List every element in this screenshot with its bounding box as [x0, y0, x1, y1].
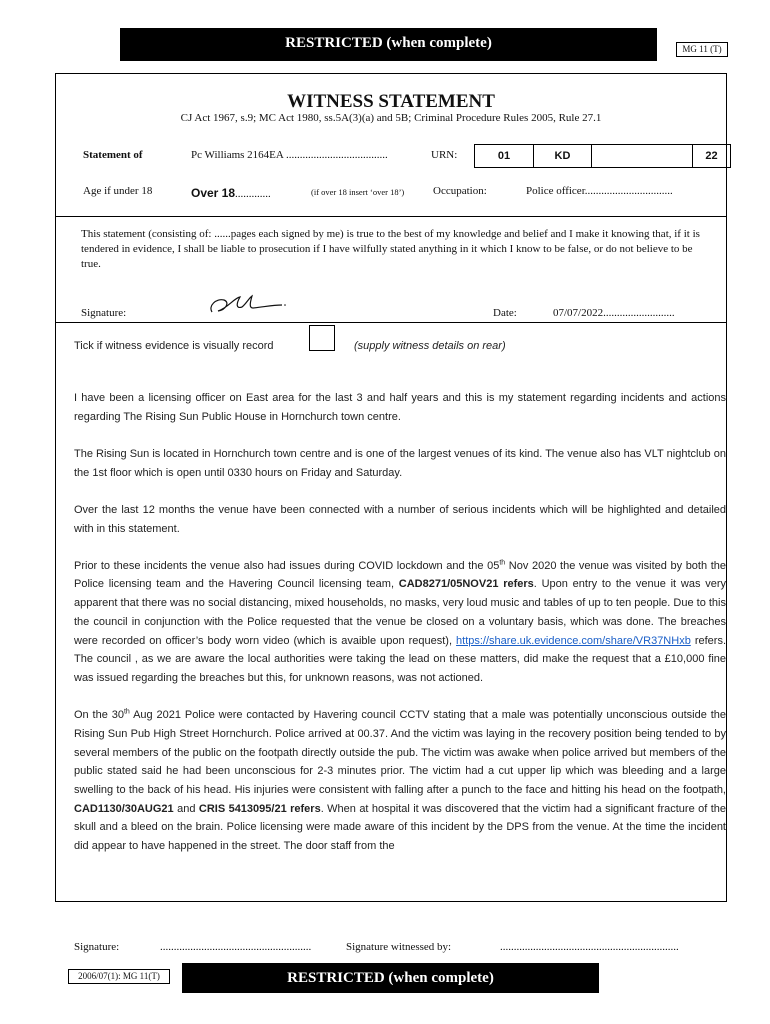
age-note: (if over 18 insert ‘over 18’) — [311, 187, 405, 197]
urn-label: URN: — [431, 149, 458, 161]
declaration-text: This statement (consisting of: ......pages each signed by me) is true to the best of my knowledge and belief and I make it knowing that, if it is tendered in evidence, I shall be liable to prosecution if I have wilfully stated anything in it which I know to be false, or do not believe to be true. — [81, 228, 700, 270]
urn-cell: KD — [534, 145, 592, 167]
divider — [56, 216, 726, 217]
occupation-field — [526, 185, 673, 197]
date-field — [553, 307, 675, 319]
form-code-label: MG 11 (T) — [676, 42, 728, 57]
cad-reference: CAD8271/05NOV21 refers — [398, 578, 534, 591]
urn-cell — [592, 145, 693, 167]
statement-paragraph: The Rising Sun is located in Hornchurch town centre and is one of the largest venues of its kind. The venue also has VLT nightclub on the 1st floor which is open until 0330 hours on Friday and Saturday. — [74, 447, 726, 479]
text-run: Nov 2020 the venue was visited by both the Police licensing team and the Havering Council licensing team, — [74, 559, 726, 591]
occupation-dots: ................................ — [584, 185, 673, 197]
statement-of-value: Pc Williams 2164EA ..................................... — [191, 149, 388, 161]
occupation-label: Occupation: — [433, 185, 487, 197]
signature-label: Signature: — [81, 307, 127, 319]
bottom-restricted-banner: RESTRICTED (when complete) — [182, 963, 599, 993]
statement-body — [74, 389, 726, 874]
cad-reference: CAD1130/30AUG21 — [74, 802, 174, 815]
statement-paragraph — [74, 557, 726, 688]
statement-paragraph: I have been a licensing officer on East area for the last 3 and half years and this is my statement regarding incidents and actions regarding The Rising Sun Public House in Hornchurch town centre. — [74, 392, 726, 423]
age-field — [191, 184, 271, 202]
witness-statement-form — [55, 73, 727, 902]
urn-cell: 01 — [475, 145, 534, 167]
footer-signature-dots: ....................................................... — [160, 941, 312, 953]
text-run: . When at hospital it was discovered that the victim had a significant fracture of the skull and a bleed on the brain. Police licensing were made aware of this incident by the DPS from the venue. At the time the incident did appear to have happened in the street. The door staff from the — [74, 802, 726, 853]
page-title: WITNESS STATEMENT — [287, 91, 495, 112]
superscript: th — [123, 708, 130, 716]
statement-of-label: Statement of — [83, 149, 143, 161]
text-run: Prior to these incidents the venue also had issues during COVID lockdown and the 05 — [74, 559, 500, 572]
statement-paragraph — [74, 706, 726, 856]
evidence-link[interactable]: https://share.uk.evidence.com/share/VR37NHxb — [456, 634, 691, 647]
urn-table — [474, 144, 731, 168]
statement-paragraph: Over the last 12 months the venue have been connected with a number of serious incidents which will be highlighted and detailed with in this statement. — [74, 503, 726, 535]
footer-witnessed-label: Signature witnessed by: — [346, 941, 452, 953]
footer-witnessed-dots: ................................................................. — [500, 941, 679, 953]
text-run: refers. The council , as we are aware the local authorities were taking the lead on these matters, did make the request that a £10,000 fine was issued regarding the breaches but this, for unknown reasons, was not actioned. — [74, 634, 726, 684]
age-value: Over 18 — [191, 186, 236, 200]
cris-reference: CRIS 5413095/21 refers — [198, 802, 321, 815]
divider — [56, 322, 726, 323]
occupation-value: Police officer — [526, 185, 585, 197]
text-run: . Upon entry to the venue it was very apparent that there was no social distancing, mixed households, no masks, very loud music and tables of up to ten people. Due to this the council in conjunction with the Police requested that the venue be closed on a voluntary basis, which was done. The breaches were recorded on officer’s body worn video (which is avaible upon request), — [74, 578, 726, 647]
date-value: 07/07/2022 — [553, 307, 604, 319]
text-run: On the 30 — [74, 709, 124, 722]
visual-record-label: Tick if witness evidence is visually record — [74, 340, 274, 352]
text-run: and — [173, 802, 199, 815]
visual-record-note: (supply witness details on rear) — [354, 340, 506, 352]
handwritten-signature — [206, 292, 288, 318]
date-dots: .......................... — [603, 307, 675, 319]
superscript: th — [499, 559, 506, 567]
legal-references: CJ Act 1967, s.9; MC Act 1980, ss.5A(3)(a) and 5B; Criminal Procedure Rules 2005, Rule 27.1 — [180, 112, 602, 124]
visual-record-checkbox[interactable] — [309, 325, 335, 351]
text-run: Aug 2021 Police were contacted by Havering council CCTV stating that a male was potentially unconscious outside the Rising Sun Pub High Street Hornchurch. Police arrived at 00.37. And the victim was laying in the recovery position being tended to by several members of the public on the footpath directly outside the pub. The victim was awake when police arrived but members of the public stated said he had been unconscious for 2-3 minutes prior. The victim had a cut upper lip which was bleeding and a large swelling to the back of his head. His injuries were consistent with falling after a punch to the face and hitting his head on the footpath, — [74, 709, 726, 796]
date-label: Date: — [493, 307, 517, 319]
age-label: Age if under 18 — [83, 185, 153, 197]
age-dots: ............. — [235, 188, 271, 200]
footer-signature-label: Signature: — [74, 941, 120, 953]
footer-form-code: 2006/07(1): MG 11(T) — [68, 969, 170, 984]
urn-cell: 22 — [705, 150, 718, 162]
top-restricted-banner: RESTRICTED (when complete) — [120, 28, 657, 61]
